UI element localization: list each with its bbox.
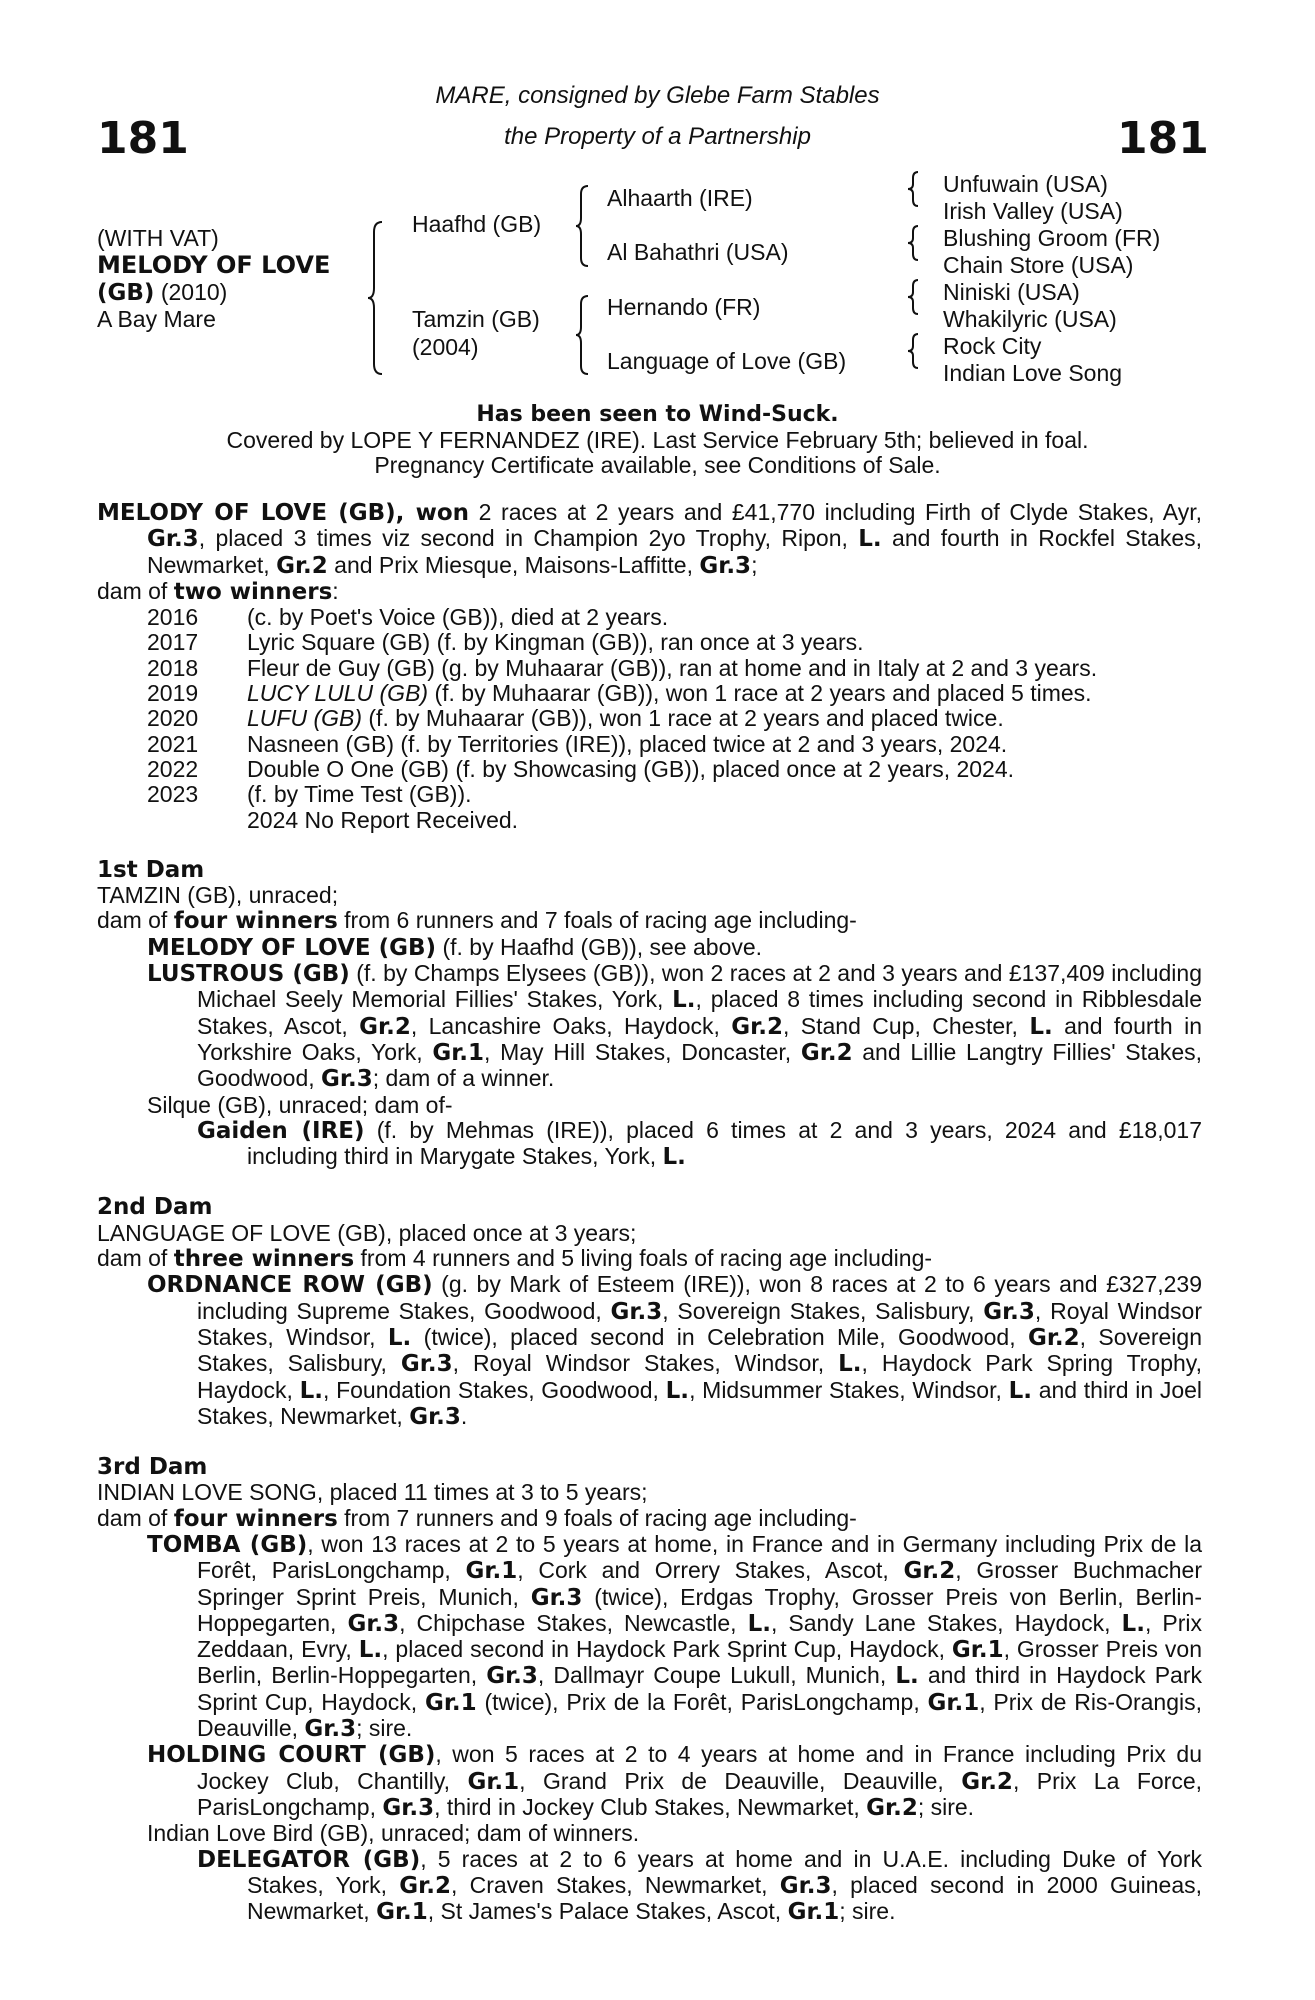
catalogue-body [97, 500, 1202, 1925]
entry-melody: MELODY OF LOVE (GB) (f. by Haafhd (GB)), see above. [147, 933, 763, 961]
horse-name: MELODY OF LOVE [97, 251, 331, 279]
pedigree-sire-dam: Al Bahathri (USA) [607, 239, 789, 265]
first-dam-line: TAMZIN (GB), unraced; [97, 882, 339, 909]
second-dam-produce: dam of three winners from 4 runners and 5 living foals of racing age including- [97, 1245, 933, 1273]
first-dam-heading: 1st Dam [97, 856, 205, 883]
entry-gaiden: Gaiden (IRE) (f. by Mehmas (IRE)), placed 6 times at 2 and 3 years, 2024 and £18,017 including third in Marygate Stakes, York, L. [197, 1116, 1202, 1171]
horse-name-gb: (GB) [97, 280, 155, 306]
pedigree-g3-7: Rock City [943, 333, 1042, 359]
entry-ordnance-row: ORDNANCE ROW (GB) (g. by Mark of Esteem (IRE)), won 8 races at 2 to 6 years and £327,239 including Supreme Stakes, Goodwood, Gr.3, Sovereign Stakes, Salisbury, Gr.3, Royal Windsor Stakes, Windsor, L. (twice), placed second in Celebration Mile, Goodwood, Gr.2, Sovereign Stakes, Salisbury, Gr.3, Royal Windsor Stakes, Windsor, L., Haydock Park Spring Trophy, Haydock, L., Foundation Stakes, Goodwood, L., Midsummer Stakes, Windsor, L. and third in Joel Stakes, Newmarket, Gr.3. [147, 1271, 1203, 1430]
list-item: 2023 (f. by Time Test (GB)). [147, 781, 472, 808]
pedigree-g3-1: Unfuwain (USA) [943, 171, 1108, 197]
produce-list [97, 605, 1202, 833]
lot-number-left: 181 [97, 113, 189, 164]
pedigree-dam-year: (2004) [412, 334, 479, 360]
entry-lustrous: LUSTROUS (GB) (f. by Champs Elysees (GB)), won 2 races at 2 and 3 years and £137,409 including Michael Seely Memorial Fillies' Stakes, York, L., placed 8 times including second in Ribblesdale Stakes, Ascot, Gr.2, Lancashire Oaks, Haydock, Gr.2, Stand Cup, Chester, L. and fourth in Yorkshire Oaks, York, Gr.1, May Hill Stakes, Doncaster, Gr.2 and Lillie Langtry Fillies' Stakes, Goodwood, Gr.3; dam of a winner. [147, 960, 1203, 1093]
horse-foaling [97, 279, 227, 307]
horse-summary: MELODY OF LOVE (GB), won 2 races at 2 years and £41,770 including Firth of Clyde Stakes, Ayr, Gr.3, placed 3 times viz second in Champion 2yo Trophy, Ripon, L. and fourth in Rockfel Stakes, Newmarket, Gr.2 and Prix Miesque, Maisons-Laffitte, Gr.3; [97, 499, 1203, 579]
windsuck-note: Has been seen to Wind-Suck. [476, 402, 839, 427]
pedigree-g3-3: Blushing Groom (FR) [943, 225, 1161, 251]
list-item: 2022 Double O One (GB) (f. by Showcasing (GB)), placed once at 2 years, 2024. [147, 755, 1015, 782]
list-item: 2016 (c. by Poet's Voice (GB)), died at 2 years. [147, 604, 669, 631]
list-item: 2024 No Report Received. [247, 806, 519, 833]
vat-note: (WITH VAT) [97, 225, 219, 251]
entry-tomba: TOMBA (GB), won 13 races at 2 to 5 years at home, in France and in Germany including Prix de la Forêt, ParisLongchamp, Gr.1, Cork and Orrery Stakes, Ascot, Gr.2, Grosser Buchmacher Springer Sprint Preis, Munich, Gr.3 (twice), Erdgas Trophy, Grosser Preis von Berlin, Berlin-Hoppegarten, Gr.3, Chipchase Stakes, Newcastle, L., Sandy Lane Stakes, Haydock, L., Prix Zeddaan, Evry, L., placed second in Haydock Park Sprint Cup, Haydock, Gr.1, Grosser Preis von Berlin, Berlin-Hoppegarten, Gr.3, Dallmayr Coupe Lukull, Munich, L. and third in Haydock Park Sprint Cup, Haydock, Gr.1 (twice), Prix de la Forêt, ParisLongchamp, Gr.1, Prix de Ris-Orangis, Deauville, Gr.3; sire. [147, 1530, 1203, 1743]
second-dam-heading: 2nd Dam [97, 1194, 213, 1221]
list-item: 2017 Lyric Square (GB) (f. by Kingman (GB)), ran once at 3 years. [147, 629, 864, 656]
horse-year: (2010) [160, 279, 228, 305]
pedigree-bracket-g3-4 [908, 334, 924, 368]
pedigree-sire-sire: Alhaarth (IRE) [607, 185, 753, 211]
pedigree-bracket-main [368, 222, 388, 374]
pregnancy-note: Pregnancy Certificate available, see Conditions of Sale. [374, 452, 941, 478]
pedigree-bracket-g3-2 [908, 226, 924, 260]
list-item: 2021 Nasneen (GB) (f. by Territories (IRE)), placed twice at 2 and 3 years, 2024. [147, 730, 1008, 757]
pedigree-dam: Tamzin (GB) [412, 306, 540, 332]
pedigree-sire: Haafhd (GB) [412, 211, 542, 237]
consignor-line: MARE, consigned by Glebe Farm Stables [435, 82, 880, 109]
pedigree-bracket-g3-1 [908, 172, 924, 206]
pedigree-bracket-dam [576, 296, 594, 374]
pedigree-bracket-g3-3 [908, 280, 924, 314]
horse-description: A Bay Mare [97, 306, 216, 332]
lot-number-right: 181 [1117, 113, 1209, 164]
list-item: 2019 LUCY LULU (GB) (f. by Muhaarar (GB)), won 1 race at 2 years and placed 5 times. [147, 680, 1092, 707]
third-dam-produce: dam of four winners from 7 runners and 9 foals of racing age including- [97, 1504, 857, 1532]
list-item: 2020 LUFU (GB) (f. by Muhaarar (GB)), won 1 race at 2 years and placed twice. [147, 705, 1004, 732]
pedigree-dam-dam: Language of Love (GB) [607, 348, 847, 374]
pedigree-g3-2: Irish Valley (USA) [943, 198, 1123, 224]
pedigree-g3-5: Niniski (USA) [943, 279, 1080, 305]
list-item: 2018 Fleur de Guy (GB) (g. by Muhaarar (GB)), ran at home and in Italy at 2 and 3 years. [147, 654, 1098, 681]
entry-holding-court: HOLDING COURT (GB), won 5 races at 2 to 4 years at home and in France including Prix du Jockey Club, Chantilly, Gr.1, Grand Prix de Deauville, Deauville, Gr.2, Prix La Force, ParisLongchamp, Gr.3, third in Jockey Club Stakes, Newmarket, Gr.2; sire. [147, 1741, 1202, 1821]
second-dam-line: LANGUAGE OF LOVE (GB), placed once at 3 years; [97, 1219, 637, 1246]
pedigree-g3-6: Whakilyric (USA) [943, 306, 1117, 332]
third-dam-line: INDIAN LOVE SONG, placed 11 times at 3 to 5 years; [97, 1479, 648, 1506]
first-dam-produce: dam of four winners from 6 runners and 7 foals of racing age including- [97, 907, 857, 935]
covered-note: Covered by LOPE Y FERNANDEZ (IRE). Last Service February 5th; believed in foal. [226, 427, 1089, 453]
entry-delegator: DELEGATOR (GB), 5 races at 2 to 6 years at home and in U.A.E. including Duke of York Stakes, York, Gr.2, Craven Stakes, Newmarket, Gr.3, placed second in 2000 Guineas, Newmarket, Gr.1, St James's Palace Stakes, Ascot, Gr.1; sire. [197, 1845, 1203, 1926]
pedigree-dam-sire: Hernando (FR) [607, 294, 761, 320]
third-dam-heading: 3rd Dam [97, 1454, 208, 1481]
dam-of-line: dam of two winners: [97, 577, 339, 605]
pedigree-bracket-sire [576, 186, 594, 266]
entry-indian-love-bird: Indian Love Bird (GB), unraced; dam of winners. [147, 1820, 640, 1847]
pedigree-g3-8: Indian Love Song [943, 360, 1123, 386]
entry-silque: Silque (GB), unraced; dam of- [147, 1091, 453, 1118]
pedigree-g3-4: Chain Store (USA) [943, 252, 1134, 278]
property-line: the Property of a Partnership [504, 123, 811, 150]
